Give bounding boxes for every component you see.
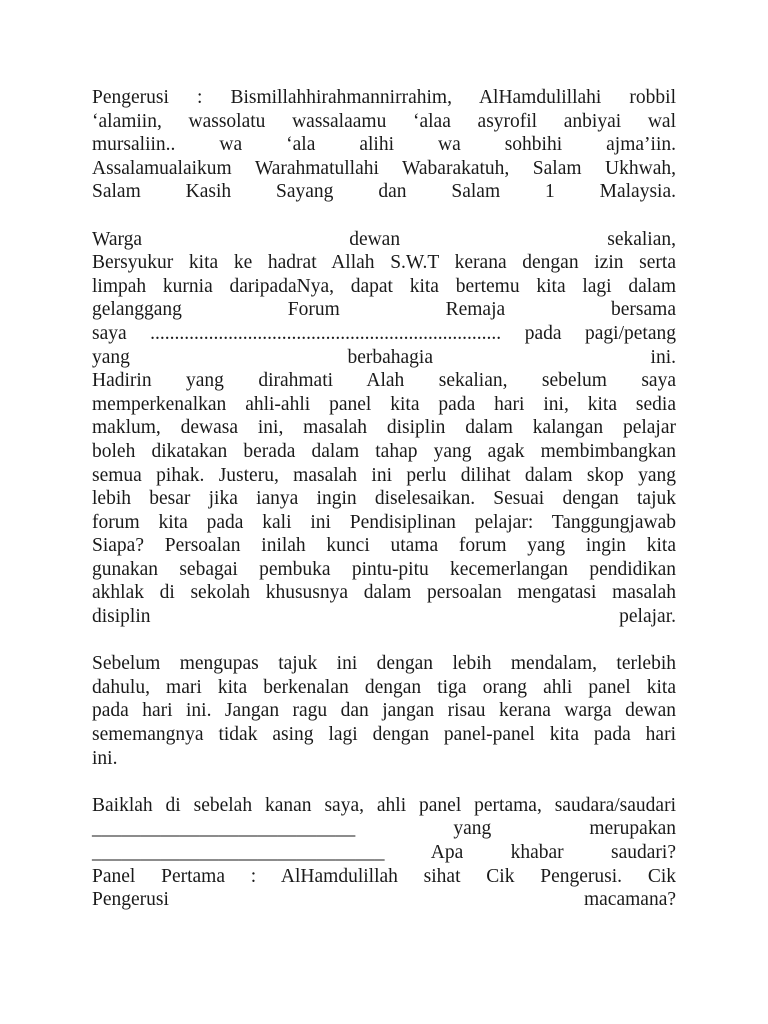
text-line: Assalamualaikum Warahmatullahi Wabarakatuh, Salam Ukhwah, bbox=[92, 157, 676, 179]
text-line: Pengerusi macamana? bbox=[92, 889, 676, 911]
text-line: lebih besar jika ianya ingin diselesaikan. Sesuai dengan tajuk bbox=[92, 488, 676, 510]
text-line: Siapa? Persoalan inilah kunci utama forum yang ingin kita bbox=[92, 535, 676, 557]
text-line: memperkenalkan ahli-ahli panel kita pada hari ini, kita sedia bbox=[92, 393, 676, 415]
text-line: Hadirin yang dirahmati Alah sekalian, sebelum saya bbox=[92, 370, 676, 392]
text-line: sememangnya tidak asing lagi dengan panel-panel kita pada hari bbox=[92, 724, 676, 746]
text-line: boleh dikatakan berada dalam tahap yang agak membimbangkan bbox=[92, 440, 676, 462]
paragraph bbox=[92, 86, 676, 204]
text-line: gelanggang Forum Remaja bersama bbox=[92, 299, 676, 321]
text-line: disiplin pelajar. bbox=[92, 606, 676, 628]
text-line: akhlak di sekolah khususnya dalam persoalan mengatasi masalah bbox=[92, 582, 676, 604]
text-line: ______________________________ Apa khabar saudari? bbox=[92, 842, 676, 863]
text-line: dahulu, mari kita berkenalan dengan tiga orang ahli panel kita bbox=[92, 676, 676, 698]
text-line: pada hari ini. Jangan ragu dan jangan risau kerana warga dewan bbox=[92, 700, 676, 722]
text-line: Bersyukur kita ke hadrat Allah S.W.T kerana dengan izin serta bbox=[92, 252, 676, 274]
text-line: maklum, dewasa ini, masalah disiplin dalam kalangan pelajar bbox=[92, 417, 676, 439]
paragraph bbox=[92, 652, 676, 770]
text-line: forum kita pada kali ini Pendisiplinan pelajar: Tanggungjawab bbox=[92, 511, 676, 533]
text-line: Baiklah di sebelah kanan saya, ahli panel pertama, saudara/saudari bbox=[92, 794, 676, 816]
text-line: limpah kurnia daripadaNya, dapat kita bertemu kita lagi dalam bbox=[92, 275, 676, 297]
text-line: gunakan sebagai pembuka pintu-pitu kecemerlangan pendidikan bbox=[92, 558, 676, 580]
text-line: semua pihak. Justeru, masalah ini perlu dilihat dalam skop yang bbox=[92, 464, 676, 486]
text-line: yang berbahagia ini. bbox=[92, 346, 676, 368]
paragraph bbox=[92, 794, 676, 912]
text-line: Pengerusi : Bismillahhirahmannirrahim, AlHamdulillahi robbil bbox=[92, 87, 676, 108]
text-line: Warga dewan sekalian, bbox=[92, 228, 676, 250]
text-line: ini. bbox=[92, 747, 118, 769]
text-line: Panel Pertama : AlHamdulillah sihat Cik Pengerusi. Cik bbox=[92, 865, 676, 887]
text-line: Sebelum mengupas tajuk ini dengan lebih mendalam, terlebih bbox=[92, 653, 676, 675]
text-line: ‘alamiin, wassolatu wassalaamu ‘alaa asyrofil anbiyai wal bbox=[92, 110, 676, 132]
document-page bbox=[92, 86, 676, 935]
paragraph bbox=[92, 228, 676, 629]
text-line: ___________________________ yang merupakan bbox=[92, 818, 676, 840]
text-line: saya ........................................................................ pada pagi/petang bbox=[92, 322, 676, 344]
text-line: mursaliin.. wa ‘ala alihi wa sohbihi ajma’iin. bbox=[92, 134, 676, 156]
text-line: Salam Kasih Sayang dan Salam 1 Malaysia. bbox=[92, 181, 676, 203]
